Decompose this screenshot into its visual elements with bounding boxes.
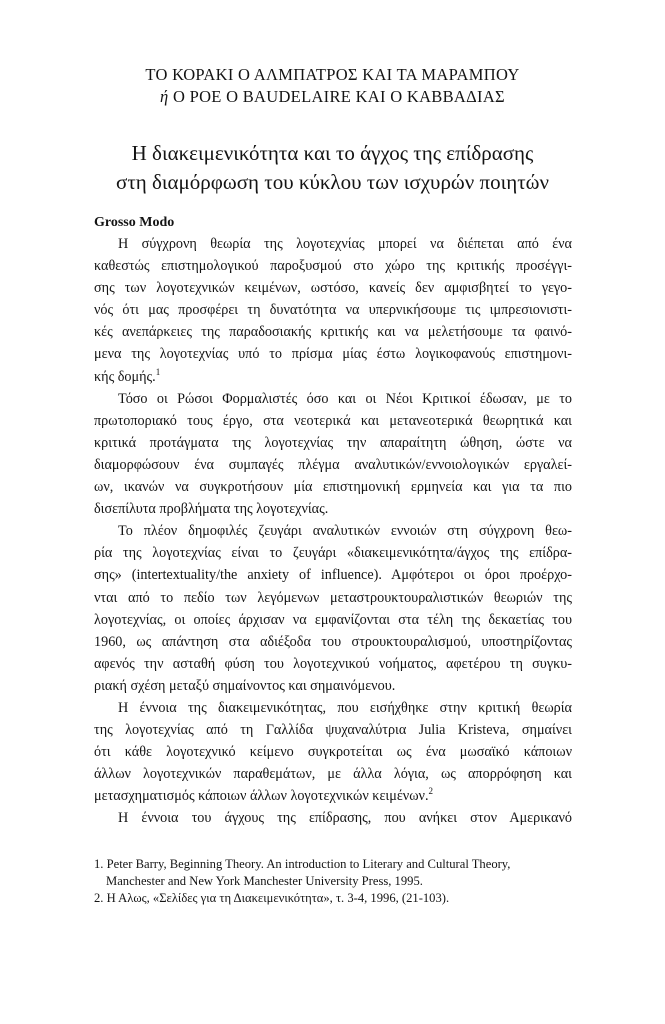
text-line (94, 564, 572, 586)
text-line (94, 454, 572, 476)
footnotes (94, 856, 574, 907)
line-text: καθεστώς επιστημολογικού παροξυσμού στο χώρο της κριτικής προσέγγι- (94, 258, 572, 275)
line-text: κής δομής. (94, 368, 156, 385)
line-text: Η έννοια της διακειμενικότητας, που εισήχθηκε στην κριτική θεωρία (118, 699, 572, 716)
line-text: μετασχηματισμός κάποιων άλλων λογοτεχνικών κειμένων. (94, 788, 429, 805)
line-text: ότι κάθε λογοτεχνικό κείμενο συγκροτείται ως ένα μωσαϊκό κάποιων (94, 744, 572, 761)
text-line (94, 653, 572, 675)
text-line (94, 498, 572, 520)
text-line (94, 631, 572, 653)
text-line (94, 277, 572, 299)
title-line-2-text: Ο ΡΟΕ Ο BAUDELAIRE ΚΑΙ Ο ΚΑΒΒΑΔΙΑΣ (168, 87, 505, 106)
text-line (94, 343, 572, 365)
text-line (94, 587, 572, 609)
line-text: δισεπίλυτα προβλήματα της λογοτεχνίας. (94, 501, 329, 518)
paragraph (94, 233, 572, 388)
line-text: νται από το πεδίο των λεγόμενων μεταστρουκτουραλιστικών θεωριών της (94, 589, 572, 606)
line-text: διαμορφώσουν ένα συμπαγές πλέγμα αναλυτικών/εννοιολογικών εργαλεί- (94, 456, 572, 473)
title-line-2 (60, 86, 605, 108)
subtitle-line-2: στη διαμόρφωση του κύκλου των ισχυρών ποιητών (116, 170, 549, 194)
footnote-1-line-1: 1. Peter Barry, Beginning Theory. An introduction to Literary and Cultural Theory, (94, 857, 511, 871)
section-heading: Grosso Modo (94, 215, 175, 230)
line-text: άλλων λογοτεχνικών παραθεμάτων, με άλλα λόγια, ως απορρόφηση και (94, 766, 572, 783)
text-line (94, 255, 572, 277)
text-line (94, 233, 572, 255)
line-text: κριτικά προτάγματα της λογοτεχνίας την απαραίτητη ώθηση, ώστε να (94, 434, 572, 451)
line-text: μενα της λογοτεχνίας υπό το πρίσμα μίας έστω λογικοφανούς επιστημονι- (94, 346, 572, 363)
footnote-ref: 2 (428, 786, 434, 797)
paragraph (94, 697, 572, 807)
text-line (94, 763, 572, 785)
line-text: της λογοτεχνίας από τη Γαλλίδα ψυχαναλύτρια Julia Kristeva, σημαίνει (94, 722, 572, 739)
text-line (94, 807, 572, 829)
paragraph (94, 388, 572, 521)
text-line (94, 520, 572, 542)
text-line (94, 719, 572, 741)
paragraph (94, 520, 572, 697)
line-text: ρία της λογοτεχνίας είναι το ζευγάρι «διακειμενικότητα/άγχος της επίδρα- (94, 545, 572, 562)
line-text: σης των λογοτεχνικών κειμένων, ωστόσο, κανείς δεν αμφισβητεί το γεγο- (94, 280, 572, 297)
text-line (94, 321, 572, 343)
title-line-1: ΤΟ ΚΟΡΑΚΙ Ο ΑΛΜΠΑΤΡΟΣ ΚΑΙ ΤΑ ΜΑΡΑΜΠΟΥ (145, 65, 520, 84)
line-text: αφενός την ασταθή φύση του λογοτεχνικού νοήματος, αφετέρου τη συγκυ- (94, 655, 572, 672)
text-line (94, 476, 572, 498)
line-text: Τόσο οι Ρώσοι Φορμαλιστές όσο και οι Νέοι Κριτικοί έδωσαν, με το (118, 390, 572, 407)
line-text: κές ανεπάρκειες της παραδοσιακής κριτικής και να μελετήσουμε τα φαινό- (94, 324, 572, 341)
text-line (94, 542, 572, 564)
text-line (94, 388, 572, 410)
footnote-ref: 1 (155, 366, 161, 377)
line-text: Η σύγχρονη θεωρία της λογοτεχνίας μπορεί να διέπεται από ένα (118, 236, 572, 252)
text-line (94, 675, 572, 697)
line-text: νός ότι μας προσφέρει τη δυνατότητα να υπερνικήσουμε τις ιμπρεσιονιστι- (94, 302, 572, 319)
text-line (94, 299, 572, 321)
paragraph (94, 807, 572, 829)
text-line (94, 366, 572, 388)
paragraph-container (94, 233, 572, 830)
footnote-2: 2. Η Αλως, «Σελίδες για τη Διακειμενικότητα», τ. 3-4, 1996, (21-103). (94, 891, 450, 905)
line-text: Η έννοια του άγχους της επίδρασης, που ανήκει στον Αμερικανό (118, 810, 572, 827)
title-block (60, 64, 605, 108)
text-line (94, 741, 572, 763)
text-line (94, 410, 572, 432)
line-text: 1960, ως απάντηση στα αδιέξοδα του στρουκτουραλισμού, υποστηρίζοντας (94, 633, 572, 650)
text-line (94, 785, 572, 807)
body-text (94, 213, 572, 830)
subtitle-line-1: Η διακειμενικότητα και το άγχος της επίδρασης (131, 141, 534, 165)
line-text: λογοτεχνίας, οι οποίες άρχισαν να εμφανίζονται στα τέλη της δεκαετίας του (94, 611, 572, 628)
title-conjunction: ή (160, 87, 169, 106)
line-text: σης» (intertextuality/the anxiety of influence). Αμφότεροι οι όροι προέρχο- (94, 567, 572, 584)
text-line (94, 609, 572, 631)
text-line (94, 697, 572, 719)
line-text: πρωτοποριακό τους έργο, στα νεοτερικά και μετανεοτερικά θεωρητικά και (94, 412, 572, 429)
line-text: Το πλέον δημοφιλές ζευγάρι αναλυτικών εννοιών στη σύγχρονη θεω- (118, 523, 572, 540)
text-line (94, 432, 572, 454)
subtitle-block (40, 139, 625, 197)
line-text: ριακή σχέση μεταξύ σημαίνοντος και σημαινόμενου. (94, 677, 396, 694)
line-text: ων, ικανών να συγκροτήσουν μία επιστημονική ερμηνεία και για τα πιο (94, 479, 572, 496)
footnote-1-line-2: Manchester and New York Manchester University Press, 1995. (106, 874, 423, 888)
